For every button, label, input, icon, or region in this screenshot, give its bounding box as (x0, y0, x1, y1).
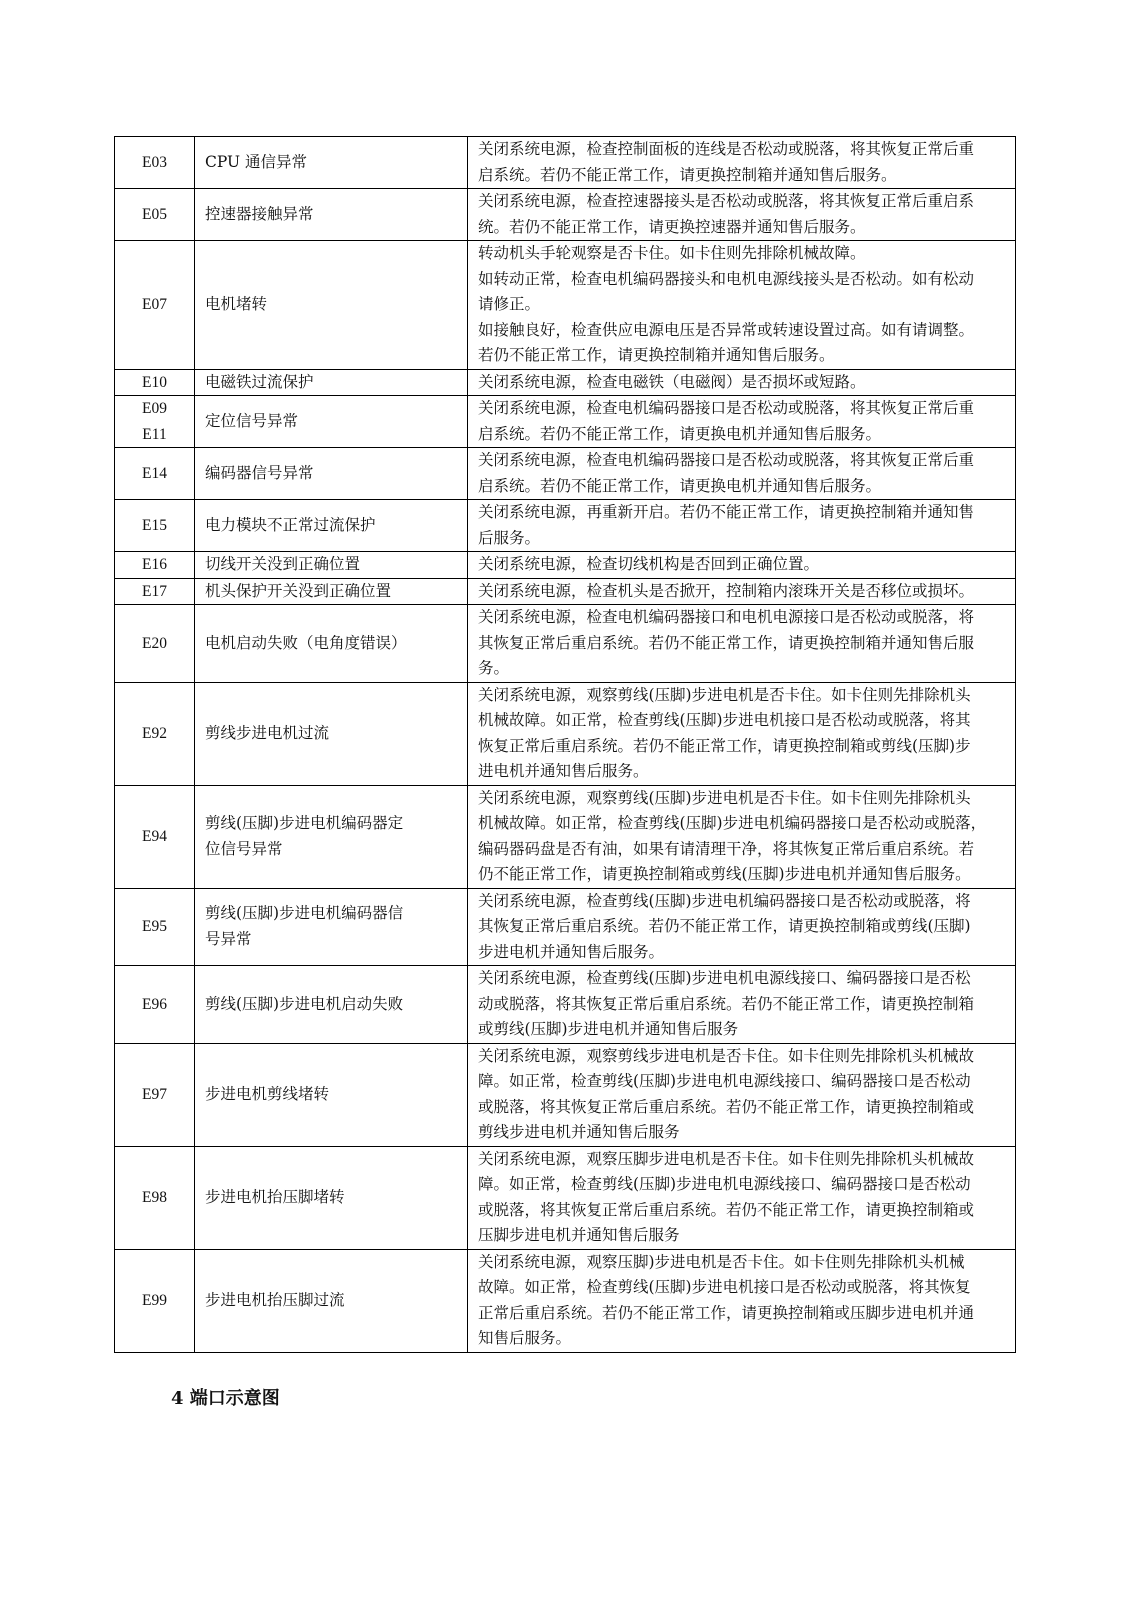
error-description-line: 剪线(压脚)步进电机启动失败 (205, 994, 404, 1013)
error-description-cell (195, 396, 468, 448)
error-description-cell (195, 189, 468, 241)
solution-line: 或脱落，将其恢复正常后重启系统。若仍不能正常工作，请更换控制箱或 (478, 1200, 975, 1219)
table-row (115, 1043, 1016, 1146)
solution-line: 知售后服务。 (478, 1329, 572, 1347)
solution-line: 关闭系统电源，检查电机编码器接口和电机电源接口是否松动或脱落，将 (478, 608, 975, 626)
error-code-cell (115, 448, 195, 500)
solution-line: 请修正。 (478, 295, 541, 313)
error-description-line: 剪线步进电机过流 (205, 723, 330, 742)
table-row (115, 888, 1016, 966)
table-row (115, 500, 1016, 552)
table-row (115, 369, 1016, 396)
solution-cell (468, 448, 1016, 500)
error-code-cell (115, 241, 195, 370)
solution-line: 故障。如正常，检查剪线(压脚)步进电机接口是否松动或脱落，将其恢复 (478, 1278, 971, 1296)
table-row (115, 448, 1016, 500)
error-description-cell (195, 241, 468, 370)
solution-cell (468, 500, 1016, 552)
solution-cell (468, 785, 1016, 888)
solution-line: 仍不能正常工作，请更换控制箱或剪线(压脚)步进电机并通知售后服务。 (478, 865, 971, 883)
table-row (115, 785, 1016, 888)
solution-line: 启系统。若仍不能正常工作，请更换电机并通知售后服务。 (478, 424, 882, 443)
table-row (115, 189, 1016, 241)
error-code-line: E17 (142, 582, 167, 600)
solution-line: 转动机头手轮观察是否卡住。如卡住则先排除机械故障。 (478, 244, 866, 262)
error-description-cell (195, 1146, 468, 1249)
table-row (115, 966, 1016, 1044)
error-code-line: E10 (142, 373, 167, 391)
error-description-line: 剪线(压脚)步进电机编码器定 (205, 814, 404, 832)
error-description-cell (195, 369, 468, 396)
error-description-cell (195, 137, 468, 189)
solution-line: 启系统。若仍不能正常工作，请更换电机并通知售后服务。 (478, 476, 882, 495)
error-description-cell (195, 500, 468, 552)
error-description-cell (195, 1249, 468, 1352)
error-description-line: 切线开关没到正确位置 (205, 555, 361, 573)
solution-cell (468, 888, 1016, 966)
solution-line: 剪线步进电机并通知售后服务 (478, 1123, 680, 1141)
error-code-line: E14 (142, 464, 167, 482)
error-code-line: E16 (142, 556, 167, 573)
error-code-cell (115, 369, 195, 396)
solution-line: 关闭系统电源，检查切线机构是否回到正确位置。 (478, 555, 820, 573)
error-description-line: 电机启动失败（电角度错误） (205, 633, 407, 652)
solution-line: 障。如正常，检查剪线(压脚)步进电机电源线接口、编码器接口是否松动 (478, 1072, 971, 1090)
solution-line: 关闭系统电源，检查剪线(压脚)步进电机电源线接口、编码器接口是否松 (478, 969, 971, 987)
error-code-line: E11 (142, 425, 167, 443)
solution-line: 关闭系统电源，检查控制面板的连线是否松动或脱落，将其恢复正常后重 (478, 140, 975, 158)
solution-line: 其恢复正常后重启系统。若仍不能正常工作，请更换控制箱并通知售后服 (478, 633, 975, 652)
table-row (115, 682, 1016, 785)
error-code-cell (115, 396, 195, 448)
error-code-cell (115, 1146, 195, 1249)
table-row (115, 605, 1016, 683)
error-description-cell (195, 552, 468, 579)
solution-line: 关闭系统电源，检查机头是否掀开，控制箱内滚珠开关是否移位或损坏。 (478, 581, 975, 600)
solution-cell (468, 241, 1016, 370)
solution-line: 如接触良好，检查供应电源电压是否异常或转速设置过高。如有请调整。 (478, 320, 975, 339)
error-description-cell (195, 1043, 468, 1146)
error-code-cell (115, 137, 195, 189)
error-description-cell (195, 605, 468, 683)
solution-line: 关闭系统电源，检查控速器接头是否松动或脱落，将其恢复正常后重启系 (478, 192, 975, 210)
error-code-cell (115, 966, 195, 1044)
solution-line: 压脚步进电机并通知售后服务 (478, 1226, 680, 1244)
solution-line: 关闭系统电源，检查剪线(压脚)步进电机编码器接口是否松动或脱落，将 (478, 891, 971, 910)
table-row (115, 396, 1016, 448)
error-code-line: E99 (142, 1291, 167, 1309)
error-code-cell (115, 605, 195, 683)
error-description-line: 定位信号异常 (205, 411, 299, 430)
error-code-line: E98 (142, 1188, 167, 1206)
solution-line: 若仍不能正常工作，请更换控制箱并通知售后服务。 (478, 346, 835, 364)
error-code-cell (115, 189, 195, 241)
solution-line: 关闭系统电源，观察剪线(压脚)步进电机是否卡住。如卡住则先排除机头 (478, 788, 971, 807)
error-code-line: E15 (142, 516, 167, 534)
error-code-cell (115, 888, 195, 966)
solution-cell (468, 396, 1016, 448)
solution-line: 如转动正常，检查电机编码器接头和电机电源线接头是否松动。如有松动 (478, 269, 975, 288)
error-description-line: 控速器接触异常 (205, 204, 314, 223)
error-code-line: E92 (142, 724, 167, 742)
error-code-cell (115, 500, 195, 552)
error-code-cell (115, 785, 195, 888)
error-description-cell (195, 888, 468, 966)
solution-cell (468, 137, 1016, 189)
solution-line: 关闭系统电源，检查电磁铁（电磁阀）是否损坏或短路。 (478, 372, 866, 391)
solution-cell (468, 552, 1016, 579)
error-description-line: 步进电机抬压脚过流 (205, 1290, 345, 1309)
error-code-table-body (115, 137, 1016, 1353)
error-description-line: 号异常 (205, 929, 252, 948)
solution-line: 步进电机并通知售后服务。 (478, 942, 665, 961)
error-code-line: E09 (142, 400, 167, 417)
error-code-line: E95 (142, 918, 167, 935)
error-code-line: E97 (142, 1085, 167, 1103)
error-code-line: E94 (142, 827, 167, 845)
error-description-cell (195, 448, 468, 500)
error-description-line: 步进电机抬压脚堵转 (205, 1187, 345, 1206)
error-code-table (114, 136, 1016, 1353)
solution-cell (468, 369, 1016, 396)
solution-line: 障。如正常，检查剪线(压脚)步进电机电源线接口、编码器接口是否松动 (478, 1175, 971, 1193)
solution-line: 启系统。若仍不能正常工作，请更换控制箱并通知售后服务。 (478, 165, 897, 184)
solution-line: 后服务。 (478, 528, 541, 547)
solution-line: 关闭系统电源，观察剪线(压脚)步进电机是否卡住。如卡住则先排除机头 (478, 685, 971, 704)
error-description-cell (195, 966, 468, 1044)
solution-line: 关闭系统电源，观察压脚)步进电机是否卡住。如卡住则先排除机头机械 (478, 1252, 965, 1271)
error-code-cell (115, 682, 195, 785)
solution-line: 统。若仍不能正常工作，请更换控速器并通知售后服务。 (478, 217, 866, 236)
error-code-cell (115, 1249, 195, 1352)
solution-line: 机械故障。如正常，检查剪线(压脚)步进电机编码器接口是否松动或脱落， (478, 814, 987, 832)
solution-line: 正常后重启系统。若仍不能正常工作，请更换控制箱或压脚步进电机并通 (478, 1303, 975, 1322)
solution-line: 关闭系统电源，检查电机编码器接口是否松动或脱落，将其恢复正常后重 (478, 399, 975, 417)
error-description-line: 剪线(压脚)步进电机编码器信 (205, 904, 404, 923)
solution-line: 关闭系统电源，检查电机编码器接口是否松动或脱落，将其恢复正常后重 (478, 451, 975, 469)
error-code-cell (115, 1043, 195, 1146)
error-code-line: E96 (142, 995, 167, 1013)
solution-line: 或脱落，将其恢复正常后重启系统。若仍不能正常工作，请更换控制箱或 (478, 1097, 975, 1116)
solution-line: 务。 (478, 659, 510, 677)
solution-line: 动或脱落，将其恢复正常后重启系统。若仍不能正常工作，请更换控制箱 (478, 994, 975, 1013)
error-code-cell (115, 578, 195, 605)
table-row (115, 137, 1016, 189)
error-description-line: 编码器信号异常 (205, 463, 314, 482)
error-description-line: 电力模块不正常过流保护 (205, 515, 376, 534)
solution-cell (468, 189, 1016, 241)
error-description-cell (195, 785, 468, 888)
solution-cell (468, 1146, 1016, 1249)
error-code-line: E07 (142, 296, 167, 313)
error-description-line: 电机堵转 (205, 295, 268, 313)
table-row (115, 1249, 1016, 1352)
table-row (115, 1146, 1016, 1249)
error-description-line: 位信号异常 (205, 839, 283, 858)
solution-cell (468, 966, 1016, 1044)
solution-line: 进电机并通知售后服务。 (478, 762, 649, 780)
solution-cell (468, 605, 1016, 683)
error-code-line: E03 (142, 153, 167, 171)
error-description-line: 机头保护开关没到正确位置 (205, 581, 392, 600)
error-description-line: CPU 通信异常 (205, 152, 308, 171)
solution-cell (468, 682, 1016, 785)
error-code-line: E05 (142, 205, 167, 223)
table-row (115, 241, 1016, 370)
solution-cell (468, 1043, 1016, 1146)
solution-cell (468, 578, 1016, 605)
table-row (115, 578, 1016, 605)
error-description-cell (195, 682, 468, 785)
error-description-line: 电磁铁过流保护 (205, 372, 314, 391)
error-code-cell (115, 552, 195, 579)
solution-line: 关闭系统电源，观察剪线步进电机是否卡住。如卡住则先排除机头机械故 (478, 1046, 975, 1065)
solution-line: 机械故障。如正常，检查剪线(压脚)步进电机接口是否松动或脱落，将其 (478, 711, 971, 729)
error-description-line: 步进电机剪线堵转 (205, 1084, 330, 1103)
error-description-cell (195, 578, 468, 605)
section-heading: 4 端口示意图 (171, 1388, 280, 1409)
solution-line: 恢复正常后重启系统。若仍不能正常工作，请更换控制箱或剪线(压脚)步 (478, 736, 971, 755)
solution-line: 关闭系统电源，再重新开启。若仍不能正常工作，请更换控制箱并通知售 (478, 503, 975, 521)
table-row (115, 552, 1016, 579)
solution-line: 或剪线(压脚)步进电机并通知售后服务 (478, 1020, 739, 1038)
solution-line: 关闭系统电源，观察压脚步进电机是否卡住。如卡住则先排除机头机械故 (478, 1149, 975, 1168)
error-code-line: E20 (142, 634, 167, 652)
solution-cell (468, 1249, 1016, 1352)
solution-line: 编码器码盘是否有油，如果有请清理干净，将其恢复正常后重启系统。若 (478, 839, 975, 858)
solution-line: 其恢复正常后重启系统。若仍不能正常工作，请更换控制箱或剪线(压脚) (478, 917, 971, 935)
